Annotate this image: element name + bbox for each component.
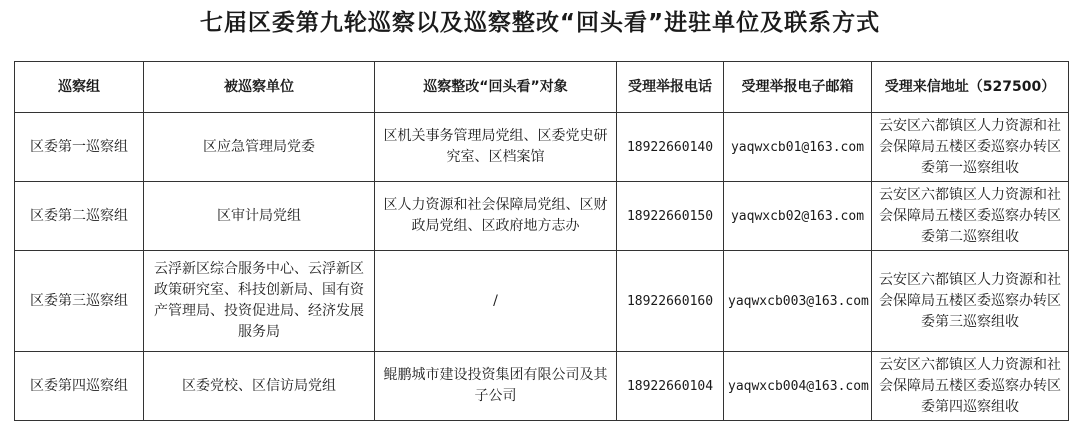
cell-phone: 18922660150 — [617, 182, 724, 251]
header-address: 受理来信地址（527500） — [872, 62, 1069, 113]
cell-email: yaqwxcb01@163.com — [724, 113, 872, 182]
cell-email: yaqwxcb004@163.com — [724, 352, 872, 421]
cell-email: yaqwxcb02@163.com — [724, 182, 872, 251]
cell-group: 区委第四巡察组 — [15, 352, 144, 421]
cell-unit: 区委党校、区信访局党组 — [144, 352, 375, 421]
cell-review-target: 区人力资源和社会保障局党组、区财政局党组、区政府地方志办 — [375, 182, 617, 251]
cell-review-target: / — [375, 251, 617, 352]
table-row — [15, 182, 1069, 251]
contact-table — [14, 61, 1069, 421]
cell-group: 区委第一巡察组 — [15, 113, 144, 182]
cell-unit: 区审计局党组 — [144, 182, 375, 251]
cell-phone: 18922660140 — [617, 113, 724, 182]
header-group: 巡察组 — [15, 62, 144, 113]
cell-address: 云安区六都镇区人力资源和社会保障局五楼区委巡察办转区委第一巡察组收 — [872, 113, 1069, 182]
cell-unit: 云浮新区综合服务中心、云浮新区政策研究室、科技创新局、国有资产管理局、投资促进局、经济发展服务局 — [144, 251, 375, 352]
cell-group: 区委第三巡察组 — [15, 251, 144, 352]
cell-phone: 18922660104 — [617, 352, 724, 421]
cell-review-target: 区机关事务管理局党组、区委党史研究室、区档案馆 — [375, 113, 617, 182]
header-review-target: 巡察整改“回头看”对象 — [375, 62, 617, 113]
cell-address: 云安区六都镇区人力资源和社会保障局五楼区委巡察办转区委第二巡察组收 — [872, 182, 1069, 251]
table-row — [15, 352, 1069, 421]
cell-address: 云安区六都镇区人力资源和社会保障局五楼区委巡察办转区委第三巡察组收 — [872, 251, 1069, 352]
document-title: 七届区委第九轮巡察以及巡察整改“回头看”进驻单位及联系方式 — [199, 10, 881, 36]
header-unit: 被巡察单位 — [144, 62, 375, 113]
cell-address: 云安区六都镇区人力资源和社会保障局五楼区委巡察办转区委第四巡察组收 — [872, 352, 1069, 421]
cell-group: 区委第二巡察组 — [15, 182, 144, 251]
cell-email: yaqwxcb003@163.com — [724, 251, 872, 352]
cell-unit: 区应急管理局党委 — [144, 113, 375, 182]
cell-phone: 18922660160 — [617, 251, 724, 352]
table-row — [15, 251, 1069, 352]
cell-review-target: 鲲鹏城市建设投资集团有限公司及其子公司 — [375, 352, 617, 421]
header-email: 受理举报电子邮箱 — [724, 62, 872, 113]
table-row — [15, 113, 1069, 182]
table-header-row — [15, 62, 1069, 113]
header-phone: 受理举报电话 — [617, 62, 724, 113]
